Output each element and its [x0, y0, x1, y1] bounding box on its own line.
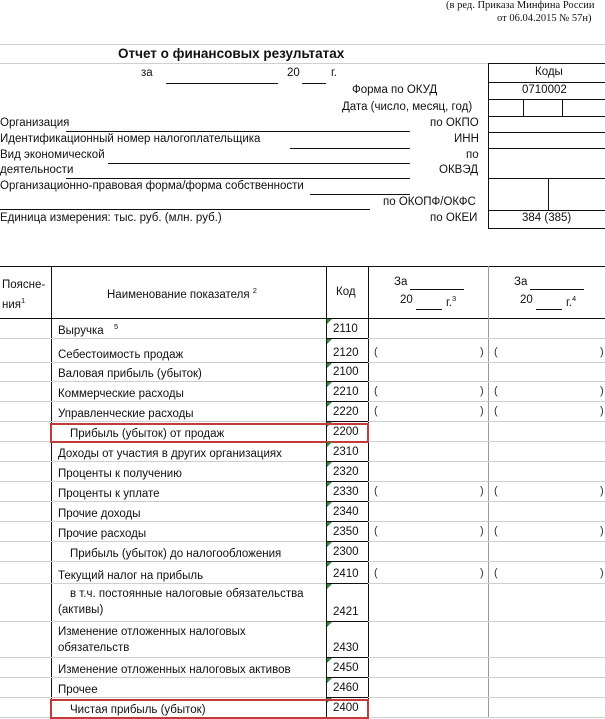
edition-line-2: от 06.04.2015 № 57н) [497, 13, 592, 24]
row-code: 2300 [333, 546, 359, 558]
paren-open: ( [494, 346, 498, 358]
header-col2-za-line [530, 289, 584, 290]
row-code-border-12 [326, 583, 368, 584]
row-border-14 [0, 657, 605, 658]
code-marker-9 [327, 502, 332, 507]
paren-close: ) [480, 405, 484, 417]
org-label: Организация [0, 117, 70, 129]
row-code-border-10 [326, 541, 368, 542]
activity-label-1: Вид экономической [0, 149, 105, 161]
row-code: 2320 [333, 466, 359, 478]
paren-open: ( [374, 385, 378, 397]
row-code: 2100 [333, 366, 359, 378]
row-code: 2410 [333, 568, 359, 580]
paren-close: ) [480, 385, 484, 397]
row-name: Прибыль (убыток) до налогообложения [70, 548, 282, 560]
table-top-border [0, 266, 605, 267]
code-marker-8 [327, 482, 332, 487]
paren-close: ) [600, 346, 604, 358]
header-notes [2, 277, 45, 313]
row-name: в т.ч. постоянные налоговые обязательства [70, 588, 304, 600]
paren-close: ) [480, 346, 484, 358]
header-col1-year: 20 [400, 294, 413, 306]
code-marker-7 [327, 462, 332, 467]
row-name-2: обязательств [58, 642, 130, 654]
row-name: Выручка [58, 325, 104, 337]
paren-close: ) [600, 405, 604, 417]
activity-code-1: по [466, 149, 479, 161]
code-marker-11 [327, 542, 332, 547]
row-code: 2200 [333, 426, 359, 438]
row-name: Проценты к получению [58, 468, 182, 480]
period-year-underline [302, 83, 326, 84]
activity-code-2: ОКВЭД [439, 164, 478, 176]
header-notes-1: Поясне- [2, 279, 46, 291]
period-year-suffix: г. [331, 67, 337, 79]
edition-line-1: (в ред. Приказа Минфина России [446, 0, 595, 11]
row-code-border-4 [326, 421, 368, 422]
activity-label-2: деятельности [0, 164, 74, 176]
row-code: 2460 [333, 682, 359, 694]
table-col-line-1 [326, 266, 327, 718]
row-code-border-8 [326, 501, 368, 502]
period-za: за [141, 67, 153, 79]
highlight-box-17 [50, 699, 369, 719]
row-code-border-3 [326, 401, 368, 402]
paren-close: ) [480, 485, 484, 497]
paren-open: ( [494, 405, 498, 417]
header-col1-g: г.$^3$ [446, 294, 457, 309]
row-code: 2400 [333, 702, 359, 714]
paren-close: ) [480, 567, 484, 579]
row-code: 2450 [333, 662, 359, 674]
legal-form-code: по ОКОПФ/ОКФС [383, 196, 476, 208]
row-name: Прибыль (убыток) от продаж [70, 428, 225, 440]
header-name-sup: 2 [252, 286, 257, 295]
code-marker-4 [327, 402, 332, 407]
code-marker-2 [327, 363, 332, 368]
row-code: 2430 [333, 642, 359, 654]
paren-open: ( [374, 525, 378, 537]
row-code-border-7 [326, 481, 368, 482]
header-notes-2: ния$^1$ [2, 296, 26, 311]
code-marker-6 [327, 442, 332, 447]
table-col-line-3 [488, 266, 489, 718]
row-code-border-9 [326, 521, 368, 522]
header-col2-g: г.$^4$ [566, 294, 577, 309]
row-code: 2120 [333, 347, 359, 359]
paren-open: ( [374, 485, 378, 497]
row-code: 2210 [333, 386, 359, 398]
row-name: Текущий налог на прибыль [58, 570, 204, 582]
row-name: Коммерческие расходы [58, 388, 184, 400]
row-code: 2340 [333, 506, 359, 518]
code-marker-3 [327, 382, 332, 387]
header-name-text: Наименование показателя [107, 288, 250, 301]
row-name: Управленческие расходы [58, 408, 194, 420]
row-name: Проценты к уплате [58, 488, 160, 500]
row-name: Чистая прибыль (убыток) [70, 704, 206, 716]
row-code: 2220 [333, 406, 359, 418]
period-year-prefix: 20 [287, 67, 300, 79]
org-code: по ОКПО [430, 117, 479, 129]
page-title: Отчет о финансовых результатах [118, 46, 345, 61]
paren-open: ( [494, 525, 498, 537]
row-code: 2350 [333, 526, 359, 538]
row-name: Валовая прибыль (убыток) [58, 368, 202, 380]
code-marker-10 [327, 522, 332, 527]
header-col2-year-line [536, 309, 562, 310]
paren-close: ) [480, 525, 484, 537]
table-col-line-2 [368, 266, 369, 718]
paren-open: ( [374, 567, 378, 579]
unit-code: по ОКЕИ [430, 212, 478, 224]
paren-close: ) [600, 525, 604, 537]
codes-header: Коды [535, 66, 563, 78]
row-code-border-15 [326, 677, 368, 678]
row-name-sup: 5 [114, 322, 119, 331]
table-header-bottom [0, 318, 605, 319]
table-col-line-0 [51, 266, 52, 718]
row-border-13 [0, 621, 605, 622]
paren-open: ( [494, 385, 498, 397]
paren-close: ) [600, 567, 604, 579]
row-name-2: (активы) [58, 604, 104, 616]
code-marker-1 [327, 339, 332, 344]
code-marker-12 [327, 562, 332, 567]
row-code-border-13 [326, 621, 368, 622]
unit-value: 384 (385) [522, 212, 572, 224]
row-code-border-2 [326, 381, 368, 382]
paren-close: ) [600, 485, 604, 497]
row-code: 2310 [333, 446, 359, 458]
header-col1-za-line [410, 289, 464, 290]
unit-label: Единица измерения: тыс. руб. (млн. руб.) [0, 212, 222, 224]
row-name: Прочие доходы [58, 508, 141, 520]
row-code-border-11 [326, 561, 368, 562]
inn-label: Идентификационный номер налогоплательщика [0, 133, 261, 145]
date-label: Дата (число, месяц, год) [342, 101, 473, 113]
paren-close: ) [600, 385, 604, 397]
row-code-border-6 [326, 461, 368, 462]
legal-form-label: Организационно-правовая форма/форма собственности [0, 180, 304, 192]
paren-open: ( [374, 346, 378, 358]
highlight-box-5 [50, 423, 369, 443]
paren-open: ( [494, 567, 498, 579]
paren-open: ( [374, 405, 378, 417]
row-code: 2421 [333, 606, 359, 618]
period-underline [166, 83, 278, 84]
header-col1-za: За [394, 276, 408, 288]
header-col1-year-line [416, 309, 442, 310]
header-code: Код [336, 286, 356, 298]
row-code-border-1 [326, 362, 368, 363]
inn-code: ИНН [454, 133, 479, 145]
code-marker-13 [327, 584, 332, 589]
row-code: 2330 [333, 486, 359, 498]
row-name: Доходы от участия в других организациях [58, 448, 282, 460]
row-name: Себестоимость продаж [58, 349, 184, 361]
row-name: Прочие расходы [58, 528, 147, 540]
code-marker-15 [327, 658, 332, 663]
row-name: Прочее [58, 684, 98, 696]
row-name: Изменение отложенных налоговых [58, 626, 246, 638]
code-marker-0 [327, 319, 332, 324]
row-code-border-16 [326, 697, 368, 698]
code-marker-14 [327, 622, 332, 627]
header-col2-year: 20 [520, 294, 533, 306]
header-col2-za: За [514, 276, 528, 288]
row-code-border-0 [326, 338, 368, 339]
code-marker-16 [327, 678, 332, 683]
row-code-border-14 [326, 657, 368, 658]
paren-open: ( [494, 485, 498, 497]
okud-value: 0710002 [522, 84, 567, 96]
okud-label: Форма по ОКУД [352, 84, 438, 96]
header-name [107, 286, 257, 301]
row-name: Изменение отложенных налоговых активов [58, 664, 291, 676]
row-code: 2110 [333, 323, 358, 335]
